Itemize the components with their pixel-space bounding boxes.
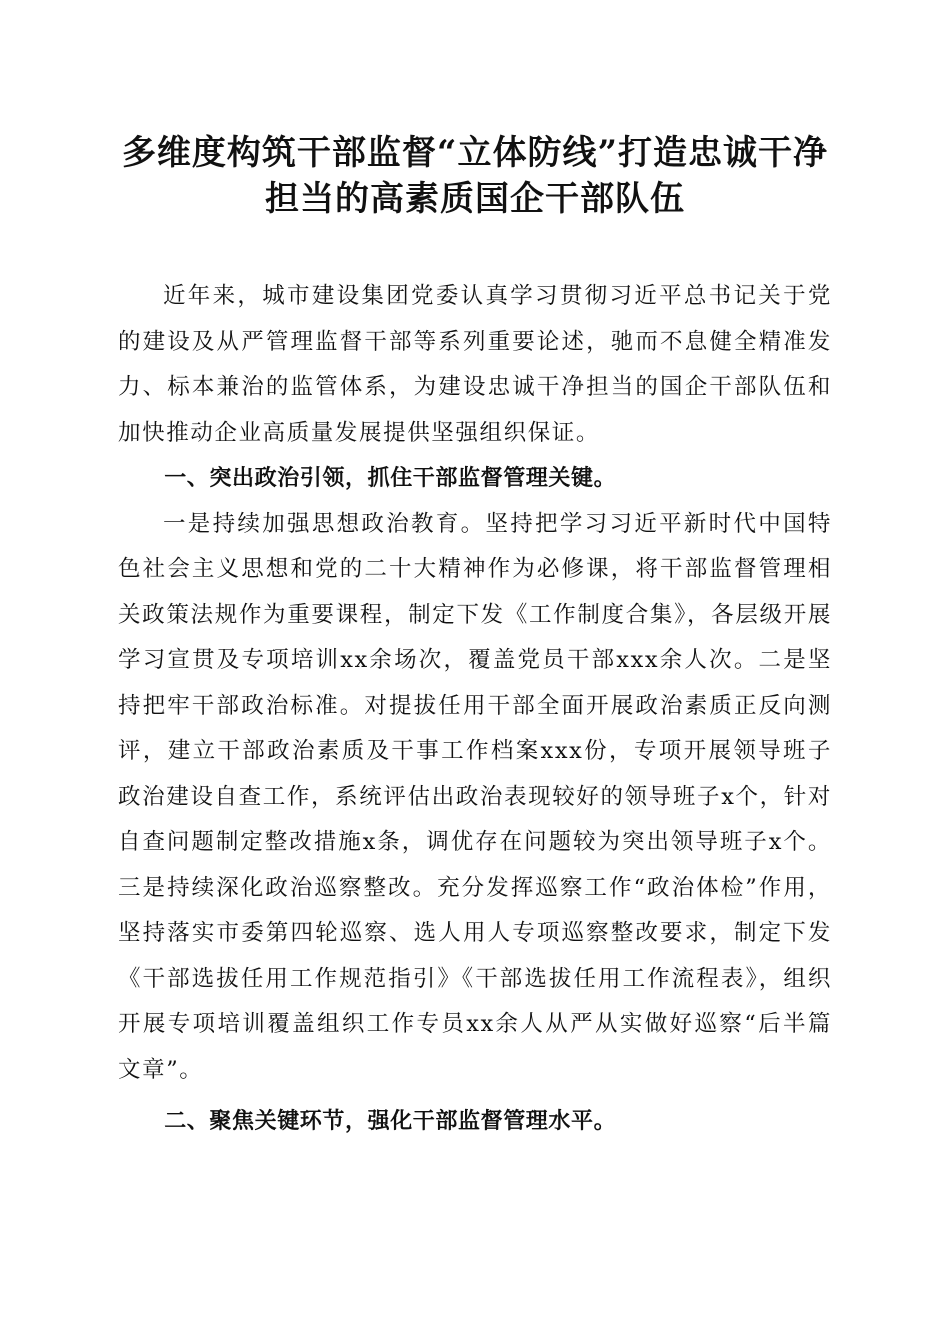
section-2-heading: 二、聚焦关键环节，强化干部监督管理水平。 [164,1109,617,1134]
section-1-heading: 一、突出政治引领，抓住干部监督管理关键。 [164,466,617,491]
document-title: 多维度构筑干部监督“立体防线”打造忠诚干净担当的高素质国企干部队伍 [121,133,829,219]
intro-paragraph: 近年来，城市建设集团党委认真学习贯彻习近平总书记关于党的建设及从严管理监督干部等系列重要论述，驰而不息健全精准发力、标本兼治的监管体系，为建设忠诚干净担当的国企干部队伍和加快推动企业高质量发展提供坚强组织保证。 [118,283,832,446]
section-1-paragraph: 一是持续加强思想政治教育。坚持把学习习近平新时代中国特色社会主义思想和党的二十大精神作为必修课，将干部监督管理相关政策法规作为重要课程，制定下发《工作制度合集》，各层级开展学习宣贯及专项培训xx余场次，覆盖党员干部xxx余人次。二是坚持把牢干部政治标准。对提拔任用干部全面开展政治素质正反向测评，建立干部政治素质及干事工作档案xxx份，专项开展领导班子政治建设自查工作，系统评估出政治表现较好的领导班子x个，针对自查问题制定整改措施x条，调优存在问题较为突出领导班子x个。三是持续深化政治巡察整改。充分发挥巡察工作“政治体检”作用，坚持落实市委第四轮巡察、选人用人专项巡察整改要求，制定下发《干部选拔任用工作规范指引》《干部选拔任用工作流程表》，组织开展专项培训覆盖组织工作专员xx余人从严从实做好巡察“后半篇文章”。 [118,510,832,1083]
